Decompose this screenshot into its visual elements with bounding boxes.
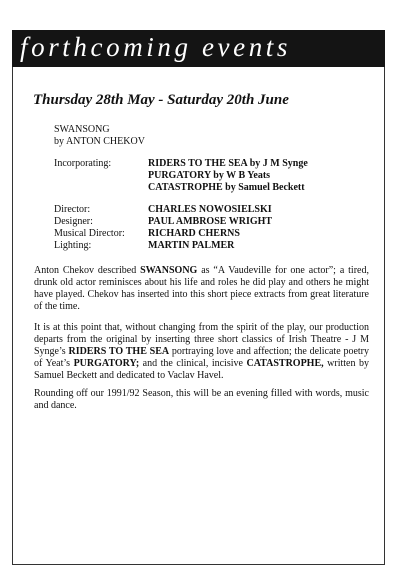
text-run: Anton Chekov described [34, 265, 141, 276]
paragraph-closing: Rounding off our 1991/92 Season, this will be an evening filled with words, music and dance. [34, 388, 369, 411]
credit-name: MARTIN PALMER [148, 240, 235, 251]
credit-role: Designer: [54, 216, 93, 227]
play-name-emphasis: RIDERS TO THE SEA [68, 346, 170, 357]
incorporated-play: RIDERS TO THE SEA by J M Synge [148, 158, 308, 169]
header-banner [12, 30, 385, 67]
paragraph-production [34, 322, 369, 382]
incorporating-label: Incorporating: [54, 158, 112, 169]
credit-name: CHARLES NOWOSIELSKI [148, 204, 272, 215]
incorporated-play: CATASTROPHE by Samuel Beckett [148, 182, 305, 193]
play-name-emphasis: CATASTROPHE, [246, 358, 324, 369]
text-run: written by Samuel Beckett and dedicated to Vaclav Havel. [34, 358, 370, 381]
credit-name: RICHARD CHERNS [148, 228, 240, 239]
credit-role: Lighting: [54, 240, 92, 251]
credit-role: Musical Director: [54, 228, 125, 239]
play-author: by ANTON CHEKOV [54, 136, 145, 147]
paragraph-intro [34, 265, 369, 313]
play-name-emphasis: PURGATORY; [73, 358, 140, 369]
incorporated-play: PURGATORY by W B Yeats [148, 170, 271, 181]
banner-title: forthcoming events [20, 32, 292, 62]
credit-name: PAUL AMBROSE WRIGHT [148, 216, 273, 227]
play-title: SWANSONG [54, 124, 110, 135]
text-run: It is at this point that, without changing from the spirit of the play, our production departs from the original by inserting three short classics of Irish Theatre - J M Synge’s [34, 322, 369, 357]
credit-role: Director: [54, 204, 91, 215]
event-dates: Thursday 28th May - Saturday 20th June [33, 92, 289, 108]
play-name-emphasis: SWANSONG [140, 265, 198, 276]
text-run: as “A Vaudeville for one actor”; a tired, drunk old actor reminisces about his life and roles he did play and others he might have played. Chekov has inserted into this short piece extracts from great literature of the time. [34, 265, 369, 312]
text-run: and the clinical, incisive [139, 358, 247, 369]
text-run: portraying love and affection; the delicate poetry of Yeat’s [34, 346, 369, 369]
